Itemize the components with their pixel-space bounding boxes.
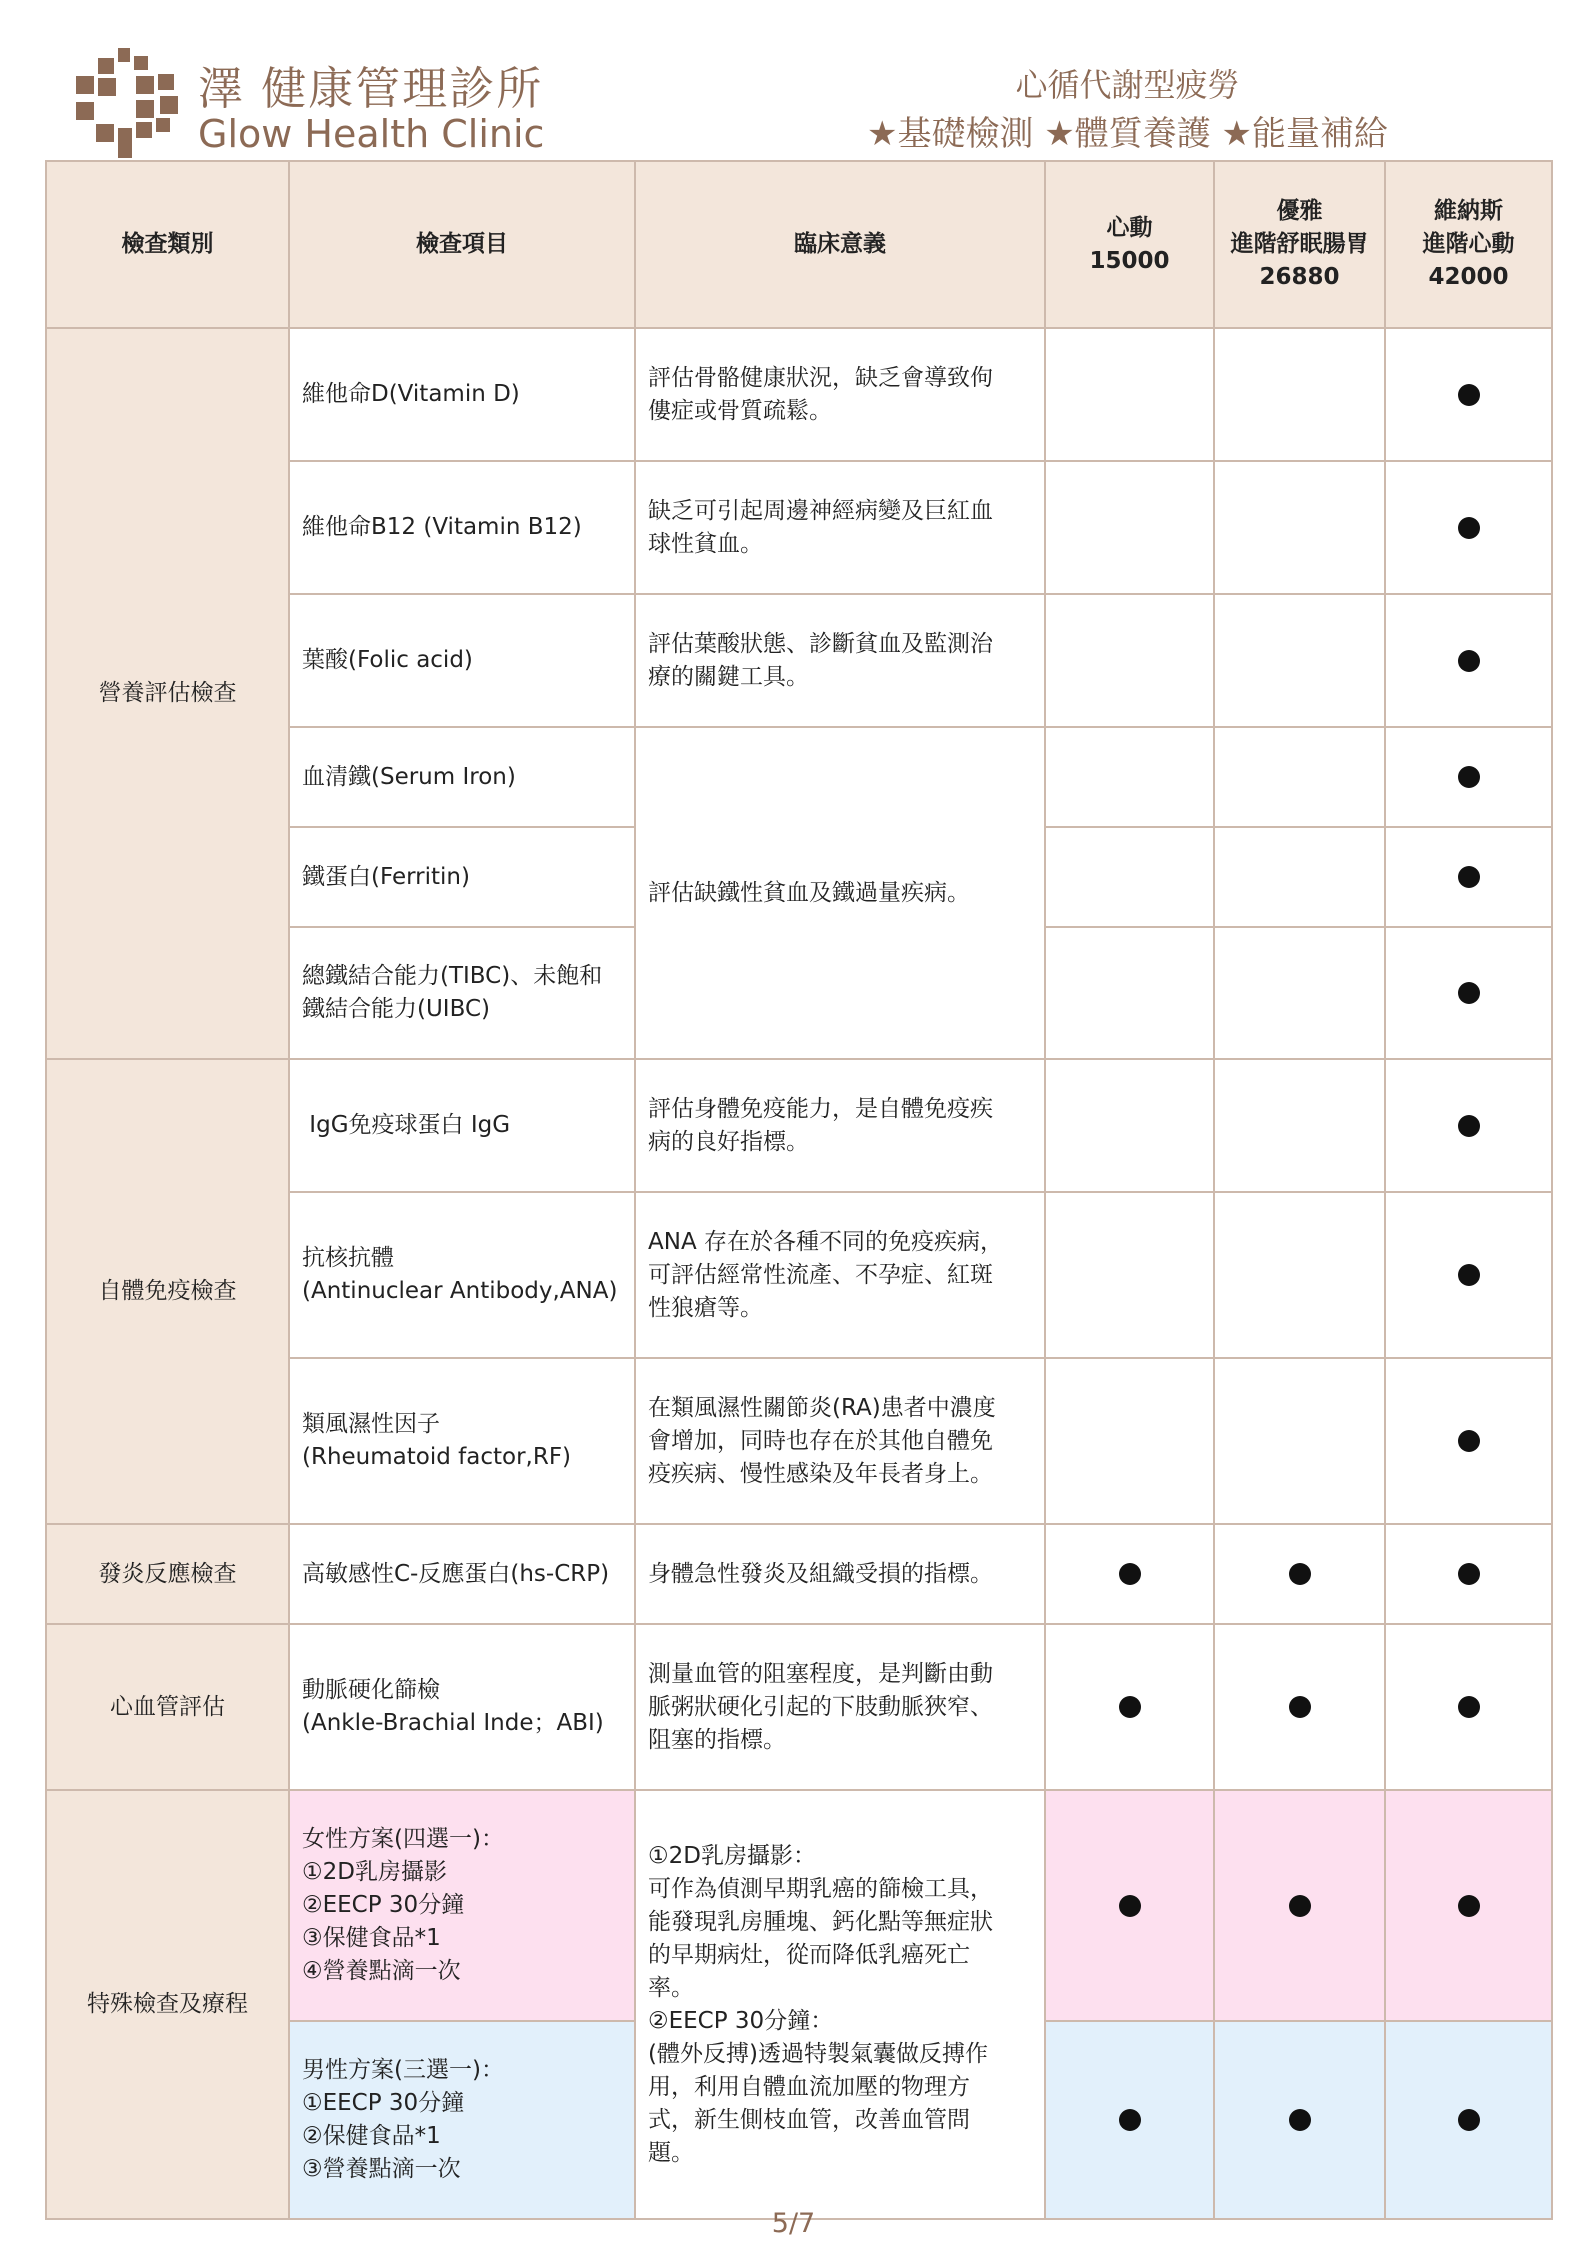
included-mark-icon [1289, 1696, 1311, 1718]
meaning-cell [635, 727, 1045, 1059]
meaning-cell [635, 1059, 1045, 1192]
table-row [46, 328, 1552, 461]
plan-mark-cell [1045, 461, 1214, 594]
plan-subtitle: 進階心動 [1422, 231, 1515, 257]
plan-mark-cell [1214, 1358, 1385, 1524]
header-plan-xindong [1045, 161, 1214, 328]
plan-mark-cell [1385, 1790, 1552, 2021]
meaning-line: 疫疾病、慢性感染及年長者身上。 [648, 1460, 993, 1487]
meaning-line: 球性貧血。 [648, 530, 763, 557]
plan-mark-cell [1385, 328, 1552, 461]
included-mark-icon [1458, 2109, 1480, 2131]
included-mark-icon [1289, 1895, 1311, 1917]
plan-name: 維納斯 [1434, 198, 1503, 224]
plan-mark-cell [1045, 1524, 1214, 1624]
meaning-line: 能發現乳房腫塊、鈣化點等無症狀 [648, 1908, 993, 1935]
meaning-cell [635, 1358, 1045, 1524]
table-row [46, 1524, 1552, 1624]
included-mark-icon [1458, 766, 1480, 788]
plan-mark-cell [1214, 1624, 1385, 1790]
header-plan-venus [1385, 161, 1552, 328]
header-plan-youya [1214, 161, 1385, 328]
included-mark-icon [1289, 2109, 1311, 2131]
meaning-cell [635, 1192, 1045, 1358]
included-mark-icon [1119, 1563, 1141, 1585]
item-line: ①EECP 30分鐘 [302, 2090, 465, 2116]
checkup-plan-table [45, 160, 1553, 2220]
table-header-row [46, 161, 1552, 328]
meaning-line: 病的良好指標。 [648, 1128, 809, 1155]
item-cell: 高敏感性C-反應蛋白(hs-CRP) [289, 1524, 635, 1624]
meaning-line: 式，新生側枝血管，改善血管問 [648, 2106, 970, 2133]
header-category: 檢查類別 [46, 161, 289, 328]
plan-mark-cell [1385, 827, 1552, 927]
item-line: 動脈硬化篩檢 [302, 1677, 440, 1703]
plan-mark-cell [1045, 727, 1214, 827]
clinic-logo-icon [74, 48, 180, 160]
item-cell [289, 1192, 635, 1358]
plan-mark-cell [1214, 727, 1385, 827]
included-mark-icon [1458, 1264, 1480, 1286]
meaning-line: 評估身體免疫能力，是自體免疫疾 [648, 1095, 993, 1122]
item-line: ②保健食品*1 [302, 2123, 441, 2149]
included-mark-icon [1458, 866, 1480, 888]
plan-mark-cell [1214, 827, 1385, 927]
included-mark-icon [1458, 1696, 1480, 1718]
item-cell: 血清鐵(Serum Iron) [289, 727, 635, 827]
meaning-line: 僂症或骨質疏鬆。 [648, 397, 832, 424]
document-subtitle: ★基礎檢測 ★體質養護 ★能量補給 [866, 114, 1389, 154]
meaning-line: 在類風濕性關節炎(RA)患者中濃度 [648, 1394, 996, 1421]
meaning-line: 性狼瘡等。 [648, 1294, 763, 1321]
clinic-name-english: Glow Health Clinic [198, 112, 545, 156]
plan-mark-cell [1385, 727, 1552, 827]
item-line: 鐵結合能力(UIBC) [302, 996, 490, 1022]
item-line: (Antinuclear Antibody,ANA) [302, 1278, 618, 1304]
item-line: ②EECP 30分鐘 [302, 1892, 465, 1918]
item-cell: 維他命B12 (Vitamin B12) [289, 461, 635, 594]
table-row [46, 1624, 1552, 1790]
included-mark-icon [1289, 1563, 1311, 1585]
plan-mark-cell [1214, 328, 1385, 461]
included-mark-icon [1458, 982, 1480, 1004]
included-mark-icon [1458, 1563, 1480, 1585]
table-row [46, 1059, 1552, 1192]
item-line: 女性方案(四選一)： [302, 1826, 504, 1852]
item-line: ③營養點滴一次 [302, 2156, 461, 2182]
category-special: 特殊檢查及療程 [46, 1790, 289, 2219]
meaning-line: ANA 存在於各種不同的免疫疾病， [648, 1228, 1003, 1255]
meaning-line: 缺乏可引起周邊神經病變及巨紅血 [648, 497, 993, 524]
male-plan-cell [289, 2021, 635, 2219]
meaning-line: 評估骨骼健康狀況，缺乏會導致佝 [648, 364, 993, 391]
plan-mark-cell [1385, 461, 1552, 594]
plan-mark-cell [1214, 1192, 1385, 1358]
included-mark-icon [1119, 1696, 1141, 1718]
meaning-line: 脈粥狀硬化引起的下肢動脈狹窄、 [648, 1693, 993, 1720]
page-header [0, 0, 1587, 160]
plan-mark-cell [1045, 594, 1214, 727]
plan-mark-cell [1214, 1524, 1385, 1624]
meaning-cell [635, 594, 1045, 727]
included-mark-icon [1458, 1430, 1480, 1452]
plan-mark-cell [1045, 927, 1214, 1059]
plan-mark-cell [1385, 594, 1552, 727]
plan-name: 優雅 [1276, 198, 1323, 224]
item-line: 總鐵結合能力(TIBC)、未飽和 [302, 963, 603, 989]
item-line: (Ankle-Brachial Inde；ABI) [302, 1710, 604, 1736]
plan-price: 15000 [1089, 247, 1170, 274]
plan-mark-cell [1045, 1059, 1214, 1192]
item-line: (Rheumatoid factor,RF) [302, 1444, 572, 1470]
item-line: ④營養點滴一次 [302, 1958, 461, 1984]
plan-price: 42000 [1428, 264, 1509, 290]
category-inflammation: 發炎反應檢查 [46, 1524, 289, 1624]
plan-mark-cell [1385, 2021, 1552, 2219]
included-mark-icon [1458, 650, 1480, 672]
meaning-cell [635, 1624, 1045, 1790]
plan-mark-cell [1214, 461, 1385, 594]
item-line: 類風濕性因子 [302, 1411, 440, 1437]
meaning-cell [635, 1524, 1045, 1624]
item-cell: 葉酸(Folic acid) [289, 594, 635, 727]
category-autoimmune: 自體免疫檢查 [46, 1059, 289, 1524]
item-cell [289, 1358, 635, 1524]
plan-mark-cell [1045, 1790, 1214, 2021]
header-meaning: 臨床意義 [635, 161, 1045, 328]
plan-mark-cell [1214, 927, 1385, 1059]
female-plan-cell [289, 1790, 635, 2021]
included-mark-icon [1458, 1895, 1480, 1917]
plan-name: 心動 [1106, 214, 1153, 241]
plan-mark-cell [1214, 594, 1385, 727]
item-line: 男性方案(三選一)： [302, 2057, 504, 2083]
table-row [46, 1790, 1552, 2021]
plan-mark-cell [1385, 1059, 1552, 1192]
meaning-line: 用，利用自體血流加壓的物理方 [648, 2073, 970, 2100]
meaning-line: 測量血管的阻塞程度，是判斷由動 [648, 1660, 993, 1687]
plan-mark-cell [1045, 1624, 1214, 1790]
category-nutrition: 營養評估檢查 [46, 328, 289, 1059]
meaning-line: 的早期病灶，從而降低乳癌死亡 [648, 1941, 970, 1968]
plan-mark-cell [1214, 1059, 1385, 1192]
included-mark-icon [1458, 517, 1480, 539]
item-line: 抗核抗體 [302, 1245, 394, 1271]
included-mark-icon [1458, 1115, 1480, 1137]
meaning-line: ②EECP 30分鐘： [648, 2007, 834, 2034]
plan-mark-cell [1045, 1192, 1214, 1358]
plan-mark-cell [1385, 1624, 1552, 1790]
plan-mark-cell [1385, 1524, 1552, 1624]
plan-mark-cell [1045, 827, 1214, 927]
meaning-cell [635, 1790, 1045, 2219]
clinic-name-chinese: 澤 健康管理診所 [198, 62, 544, 115]
plan-mark-cell [1045, 328, 1214, 461]
meaning-line: 療的關鍵工具。 [648, 663, 809, 690]
meaning-line: 身體急性發炎及組織受損的指標。 [648, 1560, 993, 1587]
plan-mark-cell [1045, 1358, 1214, 1524]
meaning-line: 評估葉酸狀態、診斷貧血及監測治 [648, 630, 993, 657]
plan-mark-cell [1385, 927, 1552, 1059]
item-cell: IgG免疫球蛋白 IgG [289, 1059, 635, 1192]
included-mark-icon [1119, 2109, 1141, 2131]
included-mark-icon [1458, 384, 1480, 406]
item-cell [289, 927, 635, 1059]
document-title: 心循代謝型疲勞 [1015, 66, 1240, 104]
meaning-line: 題。 [648, 2139, 694, 2166]
meaning-line: 可評估經常性流產、不孕症、紅斑 [648, 1261, 993, 1288]
item-cell: 維他命D(Vitamin D) [289, 328, 635, 461]
meaning-line: 阻塞的指標。 [648, 1726, 786, 1753]
item-line: ③保健食品*1 [302, 1925, 441, 1951]
meaning-line: 會增加，同時也存在於其他自體免 [648, 1427, 993, 1454]
plan-mark-cell [1385, 1192, 1552, 1358]
plan-mark-cell [1045, 2021, 1214, 2219]
meaning-line: 評估缺鐵性貧血及鐵過量疾病。 [648, 879, 970, 906]
plan-subtitle: 進階舒眠腸胃 [1230, 231, 1369, 257]
plan-mark-cell [1385, 1358, 1552, 1524]
meaning-line: (體外反搏)透過特製氣囊做反搏作 [648, 2040, 988, 2067]
item-cell [289, 1624, 635, 1790]
meaning-cell [635, 328, 1045, 461]
meaning-cell [635, 461, 1045, 594]
item-line: ①2D乳房攝影 [302, 1859, 447, 1885]
page-number: 5/7 [771, 2208, 816, 2239]
header-item: 檢查項目 [289, 161, 635, 328]
plan-mark-cell [1214, 1790, 1385, 2021]
category-cardio: 心血管評估 [46, 1624, 289, 1790]
meaning-line: ①2D乳房攝影： [648, 1842, 816, 1869]
meaning-line: 率。 [648, 1974, 694, 2001]
included-mark-icon [1119, 1895, 1141, 1917]
item-cell: 鐵蛋白(Ferritin) [289, 827, 635, 927]
meaning-line: 可作為偵測早期乳癌的篩檢工具， [648, 1875, 993, 1902]
plan-price: 26880 [1259, 264, 1340, 290]
plan-mark-cell [1214, 2021, 1385, 2219]
